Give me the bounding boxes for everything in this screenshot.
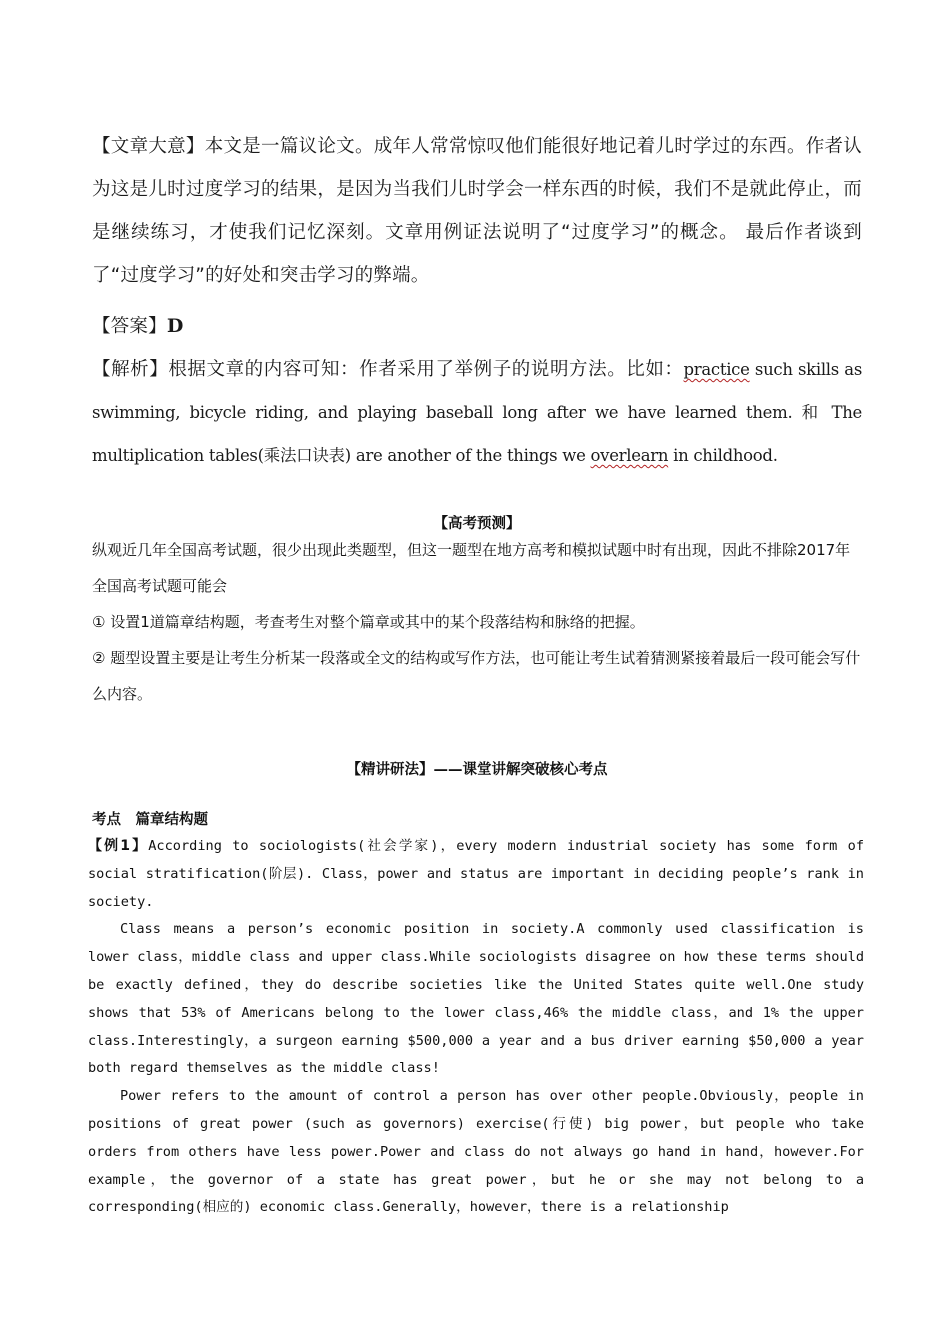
answer-line [92,305,862,348]
analysis-paragraph [92,348,862,477]
analysis-word-practice: practice [683,360,750,379]
forecast-item-1: ① 设置1道篇章结构题，考查考生对整个篇章或其中的某个段落结构和脉络的把握。 [92,613,645,631]
example-paragraph-3: Power refers to the amount of control a person has over other people.Obviously，people in positions of great power (such as governors) exercise(行使) big power，but people who take orders from others have less power.Power and class do not always go hand in hand，however.For example，the governor of a state has great power，but he or she may not belong to a corresponding(相应的) economic class.Generally，however，there is a relationship [88,1088,864,1216]
analysis-text-1: 根据文章的内容可知：作者采用了举例子的说明方法。比如： [168,359,684,380]
forecast-body [92,532,862,712]
example-paragraph-2: Class means a person’s economic position in society.A commonly used classification is lower class，middle class and upper class.While sociologists disagree on how these terms should be exactly defined，they do describe societies like the United States quite well.One study shows that 53% of Americans belong to the lower class,46% the middle class，and 1% the upper class.Interestingly，a surgeon earning $500,000 a year and a bus driver earning $50,000 a year both regard themselves as the middle class! [88,921,864,1077]
example-paragraph-1-text: According to sociologists(社会学家)，every modern industrial society has some form of social stratification(阶层). Class，power and status are important in deciding people’s rank in society. [88,838,865,910]
summary-paragraph [92,125,862,297]
example-passage [88,833,864,1222]
summary-text: 本文是一篇议论文。成年人常常惊叹他们能很好地记着儿时学过的东西。作者认为这是儿时过度学习的结果，是因为当我们儿时学会一样东西的时候，我们不是就此停止，而是继续练习，才使我们记忆深刻。文章用例证法说明了“过度学习”的概念。 最后作者谈到了“过度学习”的好处和突击学习的弊端。 [92,136,862,286]
analysis-text-3: in childhood. [668,446,778,465]
answer-value: D [166,315,184,337]
analysis-text-2: such skills as swimming, bicycle riding, and playing baseball long after we have learned them. 和 The multiplication tables(乘法口诀表) are another of the things we [92,360,862,465]
example-paragraph-1 [88,833,864,916]
forecast-heading: 【高考预测】 [433,516,521,532]
answer-label: 【答案】 [92,316,167,337]
kaodian-label: 考点 篇章结构题 [92,812,208,828]
summary-label: 【文章大意】 [92,136,205,157]
forecast-item-2: ② 题型设置主要是让考生分析某一段落或全文的结构或写作方法，也可能让考生试着猜测紧接着最后一段可能会写什么内容。 [92,649,861,703]
example-label: 【例1】 [88,838,149,854]
analysis-word-overlearn: overlearn [590,446,669,465]
analysis-label: 【解析】 [92,359,169,380]
lecture-heading: 【精讲研法】——课堂讲解突破核心考点 [346,762,608,778]
forecast-paragraph: 纵观近几年全国高考试题，很少出现此类题型，但这一题型在地方高考和模拟试题中时有出现，因此不排除2017年全国高考试题可能会 [92,541,851,595]
